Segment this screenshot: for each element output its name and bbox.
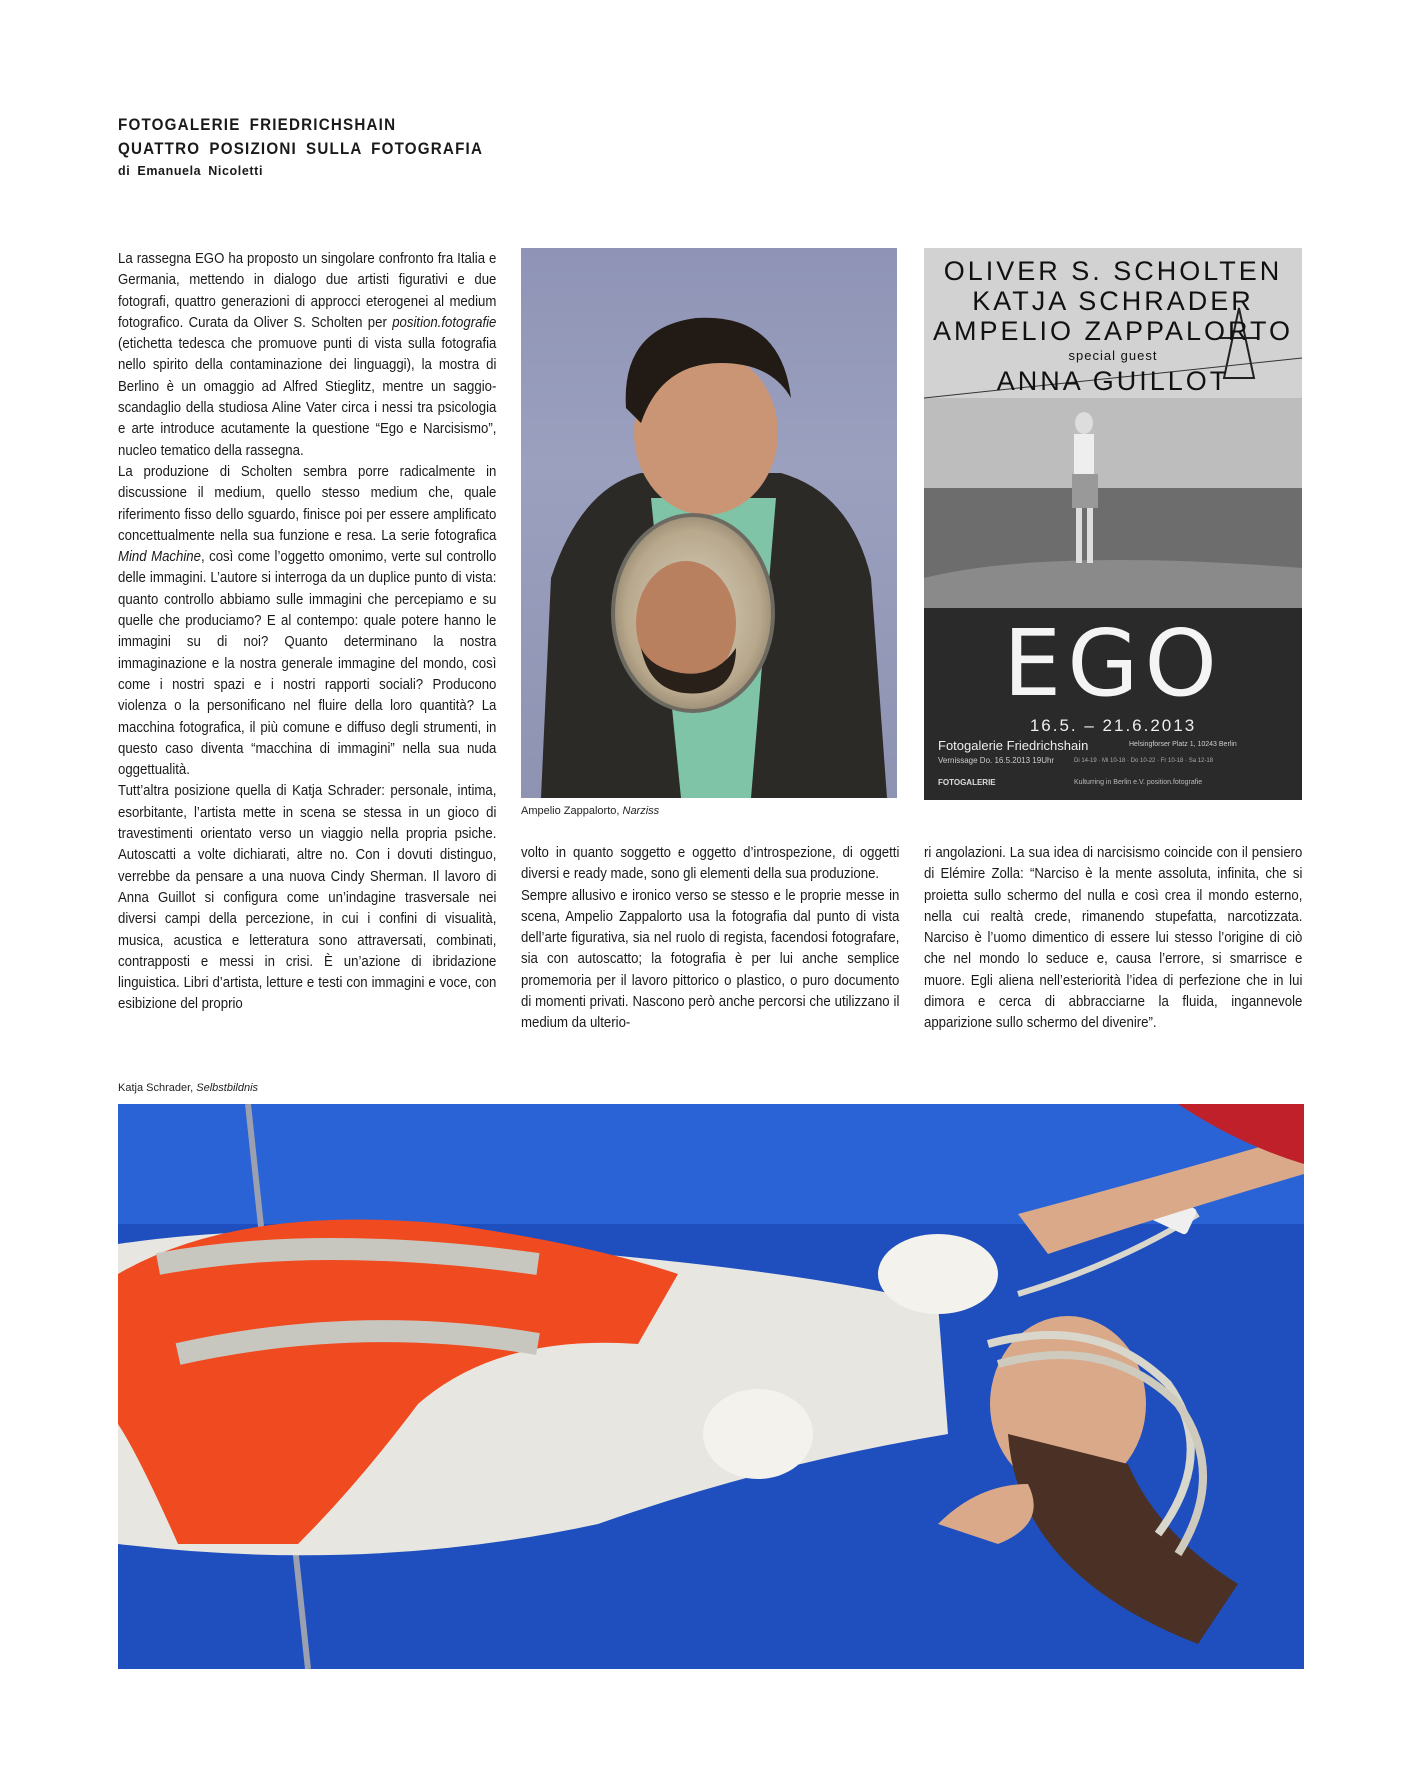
text-column-2 [521, 842, 899, 1034]
poster-vernissage: Vernissage Do. 16.5.2013 19Uhr [938, 756, 1055, 765]
byline: di Emanuela Nicoletti [118, 164, 264, 178]
poster-address: Helsingforser Platz 1, 10243 Berlin [1129, 741, 1237, 748]
poster-logo: FOTOGALERIE [938, 778, 996, 787]
text-column-3 [924, 842, 1302, 1034]
poster-ego-title: EGO [1003, 610, 1223, 717]
poster-name-3: AMPELIO ZAPPALORTO [932, 316, 1294, 346]
caption-artist: Katja Schrader, [118, 1082, 197, 1094]
poster-dates: 16.5. – 21.6.2013 [1029, 716, 1197, 735]
text-span: La produzione di Scholten sembra porre radicalmente in discussione il medium, quello stesso medium che, quale riferimento fisso dello sguardo, finisce poi per essere amplificato concettualmente nella sua funzione e resa. La serie fotografica [118, 462, 497, 544]
paragraph [118, 248, 496, 461]
poster-hours: Di 14-19 · Mi 10-18 · Do 10-22 · Fr 10-18 · Sa 12-18 [1074, 758, 1214, 764]
text-column-1 [118, 248, 496, 1015]
paragraph [118, 461, 496, 780]
poster-name-1: OLIVER S. SCHOLTEN [943, 256, 1283, 286]
article-title [118, 113, 483, 161]
photo-selbstbildnis [118, 1104, 1304, 1669]
poster-special-guest: special guest [1068, 348, 1158, 363]
caption-title: Selbstbildnis [196, 1082, 259, 1094]
poster-name-4: ANNA GUILLOT [996, 366, 1230, 396]
paragraph: ri angolazioni. La sua idea di narcisismo coincide con il pensiero di Elémire Zolla: “Narciso è la mente assoluta, infinita, che si proietta sullo schermo del nulla e così crea il mondo esterno, nella cui realtà crede, rimanendo stupefatta, narcotizzata. Narciso è l’uomo dimentico di essere lui stesso l’origine di ciò che nel mondo lo seduce e, causa l’errore, si smarrisce e muore. Egli aliena nell’esteriorità l’idea di perfezione che in lui dimora e cerca di abbracciarne la fluida, ingannevole apparizione sullo schermo del divenire”. [924, 844, 1303, 1032]
photo-narziss [521, 248, 897, 798]
article-header [118, 113, 515, 178]
text-span: La rassegna EGO ha proposto un singolare confronto fra Italia e Germania, mettendo in dialogo due artisti figurativi e due fotografi, quattro generazioni di approcci eterogenei al medium fotografico. Curata da Oliver S. Scholten per [118, 250, 497, 331]
exhibition-poster [924, 248, 1302, 800]
narziss-illustration [521, 248, 897, 798]
italic-text: position.fotografie [392, 313, 497, 331]
paragraph: Sempre allusivo e ironico verso se stesso e le proprie messe in scena, Ampelio Zappalorto usa la fotografia dal punto di vista dell’arte figurativa, sia nel ruolo di regista, facendosi fotografare, sia con autoscatto; la fotografia è per lui anche semplice promemoria per il lavoro pittorico o plastico, o puro documento di momenti privati. Nascono però anche percorsi che utilizzano il medium da ulterio- [521, 886, 900, 1032]
poster-venue: Fotogalerie Friedrichshain [938, 738, 1089, 753]
caption-artist: Ampelio Zappalorto, [521, 805, 623, 817]
caption-title: Narziss [622, 805, 660, 817]
title-line-2: QUATTRO POSIZIONI SULLA FOTOGRAFIA [118, 140, 484, 158]
text-span: , così come l’oggetto omonimo, verte sul controllo delle immagini. L’autore si interroga da un duplice punto di vista: quanto controllo abbiamo sulle immagini che percepiamo e su quelle che produciamo? E al contempo: quale potere hanno le immagini su di noi? Quanto determinano la nostra immaginazione e la nostra generale immagine del mondo, così come i nostri spazi e i nostri rapporti sociali? Producono violenza o la personificano nel fluire della loro quantità? La macchina fotografica, il più comune e diffuso degli strumenti, in questo caso diventa “macchina di immagini” nella sua nuda oggettualità. [118, 548, 497, 779]
italic-text: Mind Machine [118, 548, 201, 566]
paragraph: volto in quanto soggetto e oggetto d’introspezione, di oggetti diversi e ready made, sono gli elementi della sua produzione. [521, 844, 900, 883]
title-line-1: FOTOGALERIE FRIEDRICHSHAIN [118, 116, 397, 134]
poster-footer: Kulturring in Berlin e.V. position.fotografie [1074, 779, 1203, 786]
caption-narziss [521, 805, 659, 817]
selbstbildnis-illustration [118, 1104, 1304, 1669]
text-span: (etichetta tedesca che promuove punti di vista sulla fotografia nello spirito della contaminazione dei linguaggi), la mostra di Berlino è un omaggio ad Alfred Stieglitz, mentre un saggio-scandaglio della studiosa Aline Vater circa i nessi tra psicologia e arte introduce acutamente la questione “Ego e Narcisismo”, nucleo tematico della rassegna. [118, 335, 497, 459]
poster-name-2: KATJA SCHRADER [972, 286, 1254, 316]
paragraph: Tutt’altra posizione quella di Katja Schrader: personale, intima, esorbitante, l’artista mette in scena se stessa in un gioco di travestimenti orientato verso un viaggio nella propria psiche. Autoscatti a volte dichiarati, altre no. Con i dovuti distinguo, verrebbe da pensare a una nuova Cindy Sherman. Il lavoro di Anna Guillot si configura come un’indagine trasversale nei diversi campi della percezione, in cui i confini di visualità, musica, acustica e letteratura sono attraversati, combinati, contrapposti e messi in crisi. È un’azione di ibridazione linguistica. Libri d’artista, letture e testi con immagini e voce, con esibizione del proprio [118, 782, 497, 1013]
caption-selbstbildnis [118, 1082, 258, 1094]
